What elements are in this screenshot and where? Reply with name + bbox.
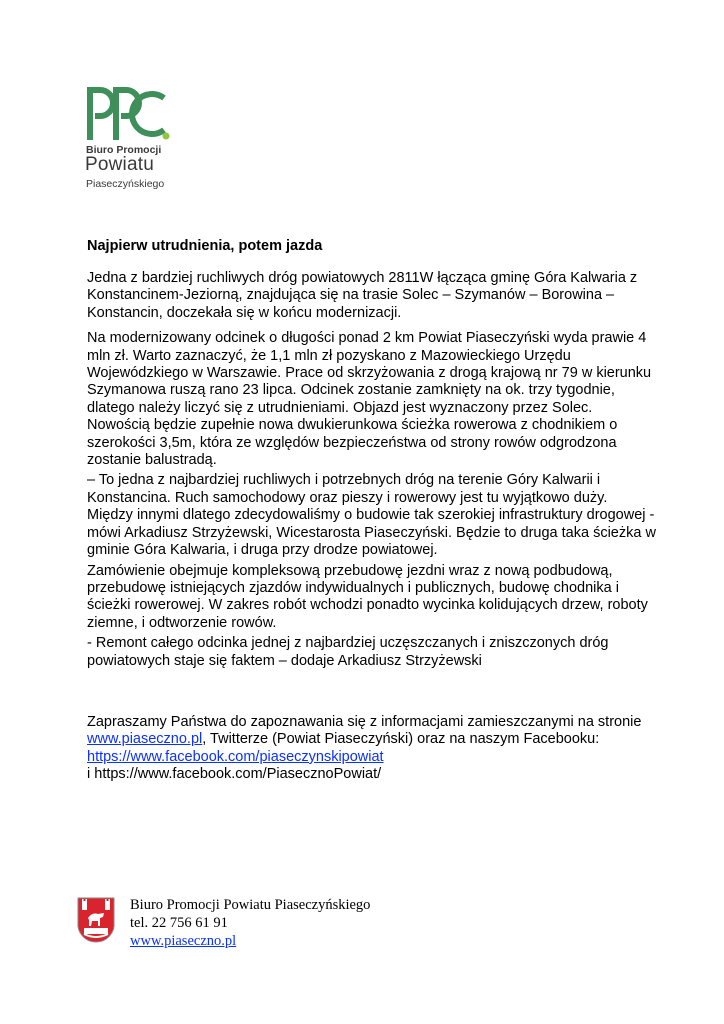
logo-line-1: Biuro Promocji [86,144,162,156]
invitation-text-3: i https://www.facebook.com/PiasecznoPowiat/ [87,766,382,783]
coat-of-arms-icon [76,896,116,944]
article-paragraph: Na modernizowany odcinek o długości ponad 2 km Powiat Piaseczyński wyda prawie 4 mln zł. Warto zaznaczyć, że 1,1 mln zł pozyskano z Mazowieckiego Urzędu Wojewódzkiego w Warszawie. Prace od skrzyżowania z drogą krajową nr 79 w kierunku Szymanowa ruszą rano 23 lipca. Odcinek zostanie zamknięty na ok. trzy tygodnie, dlatego należy liczyć się z utrudnieniami. Objazd jest wyznaczony przez Solec. Nowością będzie zupełnie nowa dwukierunkowa ścieżka rowerowa z chodnikiem o szerokości 3,5m, która ze względów bezpieczeństwa od strony rowów odgrodzona zostanie balustradą. [87,330,652,469]
article-body [87,270,657,678]
invitation-block [87,714,657,784]
logo-line-3: Piaseczyńskiego [86,178,165,190]
footer-contact [130,896,370,950]
footer-org: Biuro Promocji Powiatu Piaseczyńskiego [130,897,371,913]
logo [84,84,184,194]
article-paragraph: Jedna z bardziej ruchliwych dróg powiatowych 2811W łącząca gminę Góra Kalwaria z Konstancinem-Jeziorną, znajdująca się na trasie Solec – Szymanów – Borowina – Konstancin, doczekała się w końcu modernizacji. [87,270,638,321]
facebook-link[interactable]: https://www.facebook.com/piaseczynskipowiat [87,748,384,765]
article-title: Najpierw utrudnienia, potem jazda [87,238,323,254]
footer-website-link[interactable]: www.piaseczno.pl [130,933,237,949]
logo-line-2: Powiatu [85,154,154,175]
bpp-logo-mark-icon [84,84,174,142]
invitation-text-1: Zapraszamy Państwa do zapoznawania się z informacjami zamieszczanymi na stronie [87,714,642,730]
article-paragraph: – To jedna z najbardziej ruchliwych i potrzebnych dróg na terenie Góry Kalwarii i Konstancina. Ruch samochodowy oraz pieszy i rowerowy jest tu wyjątkowo duży. Między innymi dlatego zdecydowaliśmy o budowie tak szerokiej infrastruktury drogowej - mówi Arkadiusz Strzyżewski, Wicestarosta Piaseczyński. Będzie to druga taka ścieżka w gminie Góra Kalwaria, i druga przy drodze powiatowej. [87,472,656,559]
invitation-text [87,714,657,766]
article-paragraph: Zamówienie obejmuje kompleksową przebudowę jezdni wraz z nową podbudową, przebudowę istniejących zjazdów indywidualnych i publicznych, budowę chodnika i ścieżki rowerowej. W zakres robót wchodzi ponadto wycinka kolidujących drzew, roboty ziemne, i odtworzenie rowów. [87,562,648,631]
article-paragraph: - Remont całego odcinka jednej z najbardziej uczęszczanych i zniszczonych dróg powiatowych staje się faktem – dodaje Arkadiusz Strzyżewski [87,635,609,669]
footer-phone: tel. 22 756 61 91 [130,915,228,931]
website-link[interactable]: www.piaseczno.pl [87,731,203,748]
invitation-text-2: , Twitterze (Powiat Piaseczyński) oraz na naszym Facebooku: [202,731,600,748]
